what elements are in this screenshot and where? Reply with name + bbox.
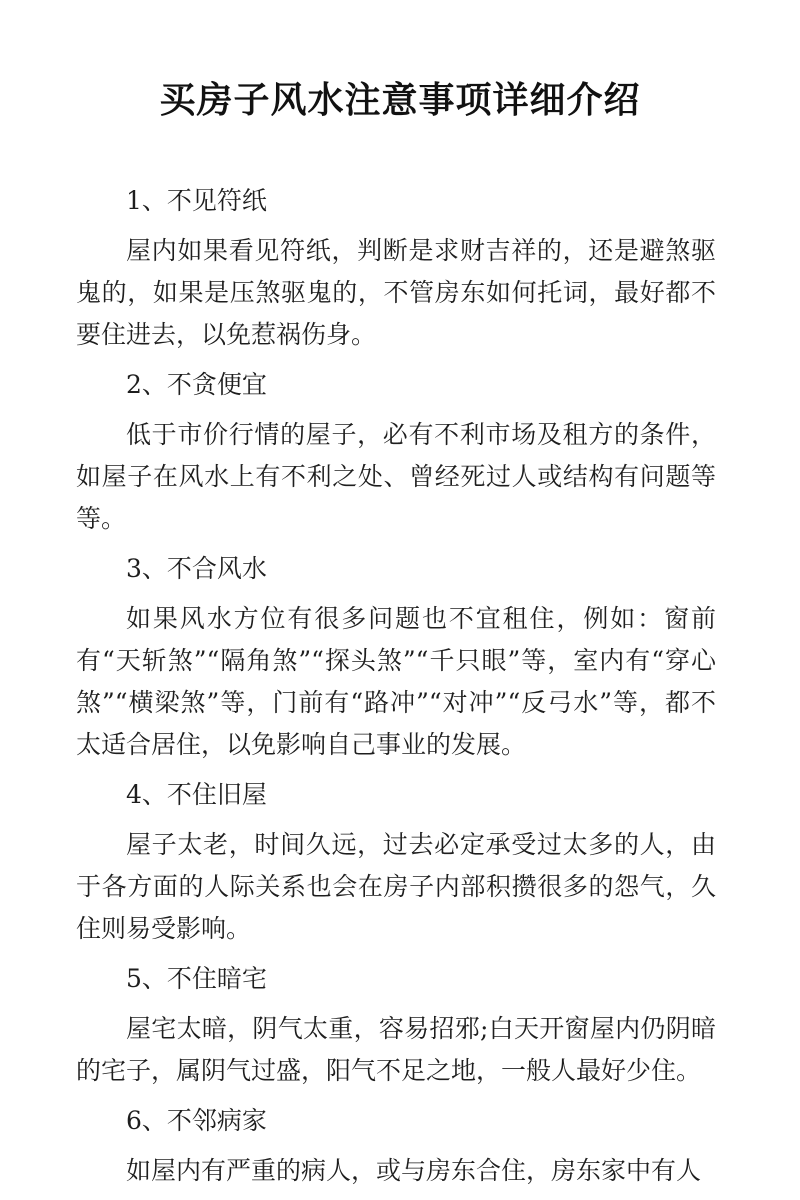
- section-heading: 3、不合风水: [126, 554, 267, 583]
- section-heading: 4、不住旧屋: [126, 780, 267, 809]
- section-2: [76, 364, 716, 540]
- section-6: [76, 1100, 716, 1192]
- section-1: [76, 180, 716, 356]
- section-paragraph: 屋内如果看见符纸，判断是求财吉祥的，还是避煞驱鬼的，如果是压煞驱鬼的，不管房东如何托词，最好都不要住进去，以免惹祸伤身。: [76, 236, 716, 349]
- section-3: [76, 548, 716, 766]
- section-heading: 6、不邻病家: [126, 1106, 267, 1135]
- section-paragraph: 低于市价行情的屋子，必有不利市场及租方的条件，如屋子在风水上有不利之处、曾经死过人或结构有问题等等。: [76, 420, 716, 533]
- section-heading: 1、不见符纸: [126, 186, 267, 215]
- page-title: 买房子风水注意事项详细介绍: [159, 80, 641, 121]
- section-heading: 5、不住暗宅: [126, 964, 267, 993]
- section-4: [76, 774, 716, 950]
- article-body: [76, 180, 716, 1200]
- section-paragraph: 如果风水方位有很多问题也不宜租住，例如：窗前有“天斩煞”“隔角煞”“探头煞”“千只眼”等，室内有“穿心煞”“横梁煞”等，门前有“路冲”“对冲”“反弓水”等，都不太适合居住，以免影响自己事业的发展。: [76, 604, 716, 759]
- section-paragraph: 屋宅太暗，阴气太重，容易招邪;白天开窗屋内仍阴暗的宅子，属阴气过盛，阳气不足之地，一般人最好少住。: [76, 1014, 716, 1085]
- section-heading: 2、不贪便宜: [126, 370, 267, 399]
- section-paragraph: 屋子太老，时间久远，过去必定承受过太多的人，由于各方面的人际关系也会在房子内部积攒很多的怨气，久住则易受影响。: [76, 830, 716, 943]
- section-5: [76, 958, 716, 1092]
- section-paragraph: 如屋内有严重的病人，或与房东合住，房东家中有人: [126, 1156, 702, 1185]
